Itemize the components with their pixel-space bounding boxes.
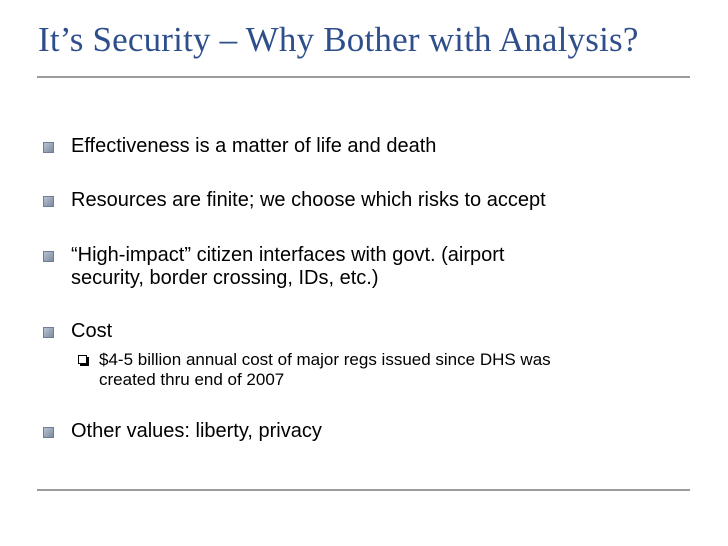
slide-title: It’s Security – Why Bother with Analysis? [38,20,639,59]
sub-bullet-text-line-2: created thru end of 2007 [99,370,285,389]
bullet-square-icon [43,427,54,438]
title-divider [37,76,690,78]
bullet-square-icon [43,327,54,338]
bullet-text-line-1: “High-impact” citizen interfaces with govt. (airport [71,244,505,266]
footer-divider [37,489,690,491]
bullet-text: Cost [71,320,113,342]
bullet-square-icon [43,142,54,153]
bullet-square-icon [43,251,54,262]
bullet-text: Other values: liberty, privacy [71,420,322,442]
bullet-text: Effectiveness is a matter of life and death [71,135,437,157]
bullet-text-line-2: security, border crossing, IDs, etc.) [71,267,379,289]
bullet-text: Resources are finite; we choose which risks to accept [71,189,546,211]
sub-bullet-text-line-1: $4-5 billion annual cost of major regs issued since DHS was [99,350,551,369]
sub-bullet-square-icon [78,355,87,364]
bullet-square-icon [43,196,54,207]
